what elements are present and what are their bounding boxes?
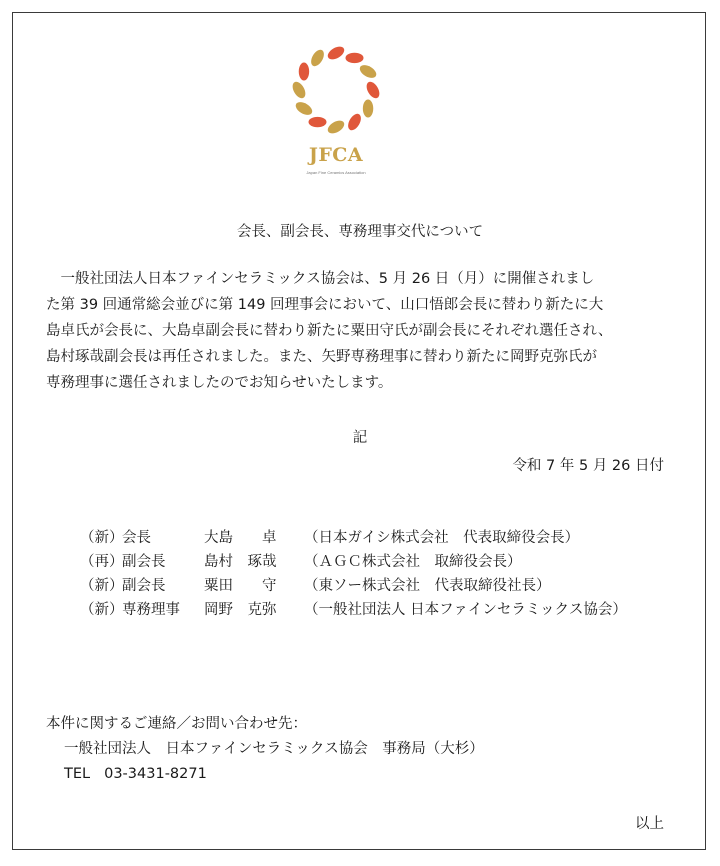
- logo-petal: [309, 117, 327, 127]
- tel-label: TEL: [64, 766, 91, 782]
- announcement-body: [46, 266, 676, 396]
- officer-affiliation: （東ソー株式会社 代表取締役社長）: [304, 578, 551, 594]
- officer-status: （新）: [80, 530, 124, 546]
- contact-info: [46, 712, 484, 787]
- closing-mark: 以上: [635, 816, 664, 832]
- body-line: た第 39 回通常総会並びに第 149 回理事会において、山口悟郎会長に替わり新たに大: [46, 297, 604, 313]
- logo-petal: [326, 118, 347, 136]
- logo-petal: [346, 53, 364, 63]
- officer-name: 粟田 守: [204, 578, 277, 594]
- logo-petal: [294, 99, 315, 117]
- officer-status: （再）: [80, 554, 124, 570]
- officer-affiliation: （ＡＧＣ株式会社 取締役会長）: [304, 554, 522, 570]
- officer-affiliation: （日本ガイシ株式会社 代表取締役会長）: [304, 530, 580, 546]
- body-line: 島村琢哉副会長は再任されました。また、矢野専務理事に替わり新たに岡野克弥氏が: [46, 349, 597, 365]
- ki-heading: 記: [352, 430, 368, 446]
- tel-number: 03-3431-8271: [104, 766, 207, 782]
- officer-affiliation: （一般社団法人 日本ファインセラミックス協会）: [304, 602, 627, 618]
- body-line: 一般社団法人日本ファインセラミックス協会は、5 月 26 日（月）に開催されまし: [46, 271, 595, 287]
- logo-petal: [299, 63, 309, 81]
- effective-date: 令和 7 年 5 月 26 日付: [512, 458, 664, 474]
- logo-ring-icon: [286, 40, 386, 140]
- jfca-logo: [286, 40, 386, 180]
- officer-status: （新）: [80, 602, 124, 618]
- officer-role: 会長: [122, 530, 151, 546]
- logo-petal: [290, 80, 308, 101]
- officer-name: 岡野 克弥: [204, 602, 277, 618]
- officer-row: [80, 550, 627, 574]
- document-title: 会長、副会長、専務理事交代について: [236, 224, 484, 240]
- logo-petal: [326, 44, 347, 62]
- officer-row: [80, 526, 627, 550]
- officer-status: （新）: [80, 578, 124, 594]
- logo-subtitle: Japan Fine Ceramics Association: [306, 170, 366, 175]
- officer-role: 副会長: [122, 578, 166, 594]
- logo-wordmark: JFCA: [308, 144, 364, 166]
- body-line: 専務理事に選任されましたのでお知らせいたします。: [46, 375, 393, 391]
- body-line: 島卓氏が会長に、大島卓副会長に替わり新たに粟田守氏が副会長にそれぞれ選任され、: [46, 323, 613, 339]
- logo-petal: [364, 80, 382, 101]
- officer-row: [80, 598, 627, 622]
- contact-phone: [46, 762, 484, 787]
- logo-petal: [363, 100, 373, 118]
- contact-heading: 本件に関するご連絡／お問い合わせ先：: [46, 716, 307, 732]
- officer-list: [80, 526, 627, 622]
- officer-row: [80, 574, 627, 598]
- officer-name: 大島 卓: [204, 530, 277, 546]
- officer-name: 島村 琢哉: [204, 554, 277, 570]
- officer-role: 副会長: [122, 554, 166, 570]
- logo-petal: [308, 48, 326, 69]
- logo-petal: [358, 62, 379, 80]
- logo-petal: [345, 112, 363, 133]
- officer-role: 専務理事: [122, 602, 180, 618]
- contact-organization: 一般社団法人 日本ファインセラミックス協会 事務局（大杉）: [64, 741, 484, 757]
